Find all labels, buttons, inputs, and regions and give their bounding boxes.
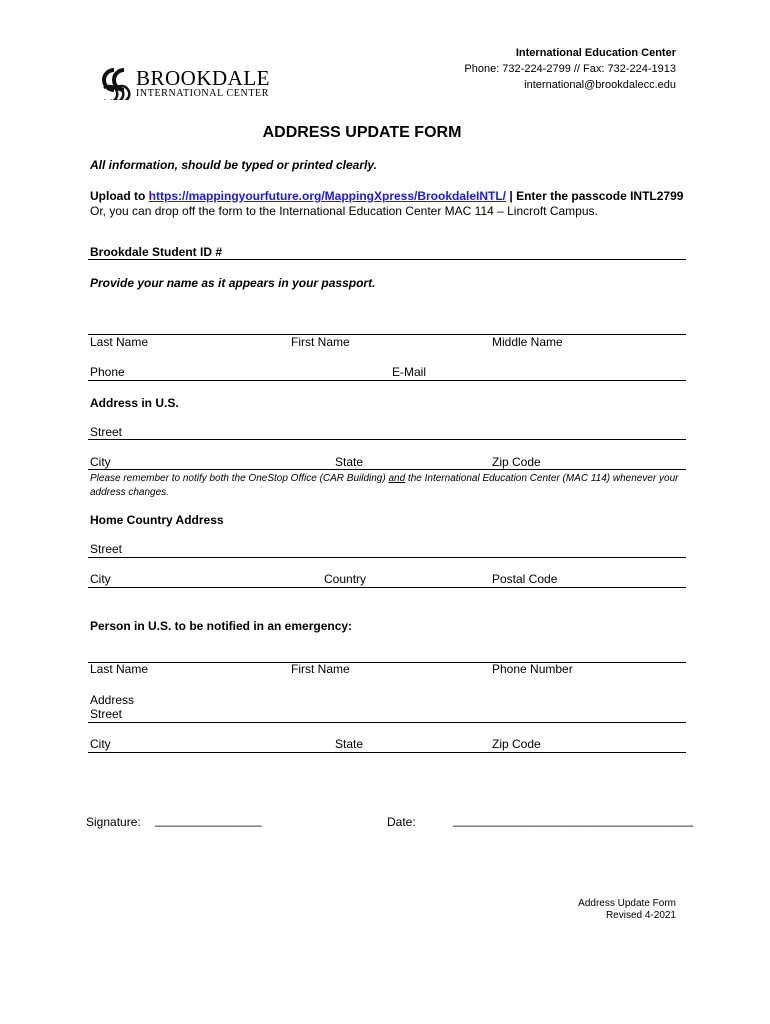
divider <box>88 752 686 753</box>
emergency-zip-label: Zip Code <box>492 737 541 751</box>
first-name-label: First Name <box>291 335 350 349</box>
middle-name-field[interactable] <box>492 314 682 330</box>
emergency-first-name-label: First Name <box>291 662 350 676</box>
emergency-city-field[interactable] <box>120 735 325 751</box>
office-phone-fax: Phone: 732-224-2799 // Fax: 732-224-1913 <box>464 63 676 75</box>
upload-line <box>90 189 683 203</box>
home-city-field[interactable] <box>120 570 315 586</box>
email-field[interactable] <box>435 363 680 379</box>
first-name-field[interactable] <box>291 314 481 330</box>
signature-label: Signature: <box>86 815 141 829</box>
us-city-label: City <box>90 455 111 469</box>
divider <box>88 662 686 663</box>
date-line[interactable]: ____________________________________ <box>453 813 694 827</box>
divider <box>88 722 686 723</box>
page-title: ADDRESS UPDATE FORM <box>262 124 462 141</box>
logo <box>100 66 280 102</box>
divider <box>88 439 686 440</box>
logo-name: BROOKDALE <box>136 66 270 90</box>
phone-field[interactable] <box>135 363 385 379</box>
emergency-street-field[interactable] <box>135 704 680 720</box>
home-postal-label: Postal Code <box>492 572 558 586</box>
dropoff-note: Or, you can drop off the form to the International Education Center MAC 114 – Lincroft Campus. <box>90 204 598 218</box>
us-city-field[interactable] <box>120 453 325 469</box>
reminder-and: and <box>388 473 406 484</box>
email-label: E-Mail <box>392 365 427 379</box>
revision-date: Revised 4-2021 <box>605 910 676 921</box>
us-street-field[interactable] <box>135 423 680 439</box>
student-id-field[interactable] <box>240 243 680 259</box>
signature-line[interactable]: ________________ <box>155 813 262 827</box>
emergency-heading: Person in U.S. to be notified in an emergency: <box>90 619 353 633</box>
home-address-heading: Home Country Address <box>90 513 224 527</box>
office-email: international@brookdalecc.edu <box>524 79 676 91</box>
emergency-state-label: State <box>335 737 364 751</box>
brookdale-logo-icon <box>100 66 134 100</box>
emergency-last-name-field[interactable] <box>90 643 280 659</box>
divider <box>88 259 686 260</box>
last-name-label: Last Name <box>90 335 149 349</box>
student-id-label: Brookdale Student ID # <box>90 245 223 259</box>
divider <box>88 469 686 470</box>
upload-passcode: | Enter the passcode INTL2799 <box>509 189 684 203</box>
divider <box>88 557 686 558</box>
divider <box>88 334 686 335</box>
reminder-text: Please remember to notify both the OneStop Office (CAR Building) <box>90 473 389 484</box>
us-street-label: Street <box>90 425 123 439</box>
emergency-state-field[interactable] <box>372 735 482 751</box>
upload-prefix: Upload to <box>90 189 146 203</box>
reminder-text: the International Education Center (MAC 114) whenever your address changes. <box>90 473 679 498</box>
home-country-label: Country <box>324 572 367 586</box>
form-name: Address Update Form <box>578 898 676 909</box>
home-postal-field[interactable] <box>565 570 680 586</box>
divider <box>88 380 686 381</box>
instructions-note: All information, should be typed or printed clearly. <box>90 158 377 172</box>
us-state-label: State <box>335 455 364 469</box>
logo-subtitle: INTERNATIONAL CENTER <box>136 88 270 99</box>
emergency-phone-label: Phone Number <box>492 662 573 676</box>
emergency-address-label: Address <box>90 693 135 707</box>
emergency-zip-field[interactable] <box>550 735 680 751</box>
us-zip-label: Zip Code <box>492 455 541 469</box>
us-address-heading: Address in U.S. <box>90 396 179 410</box>
home-street-field[interactable] <box>135 540 680 556</box>
divider <box>88 587 686 588</box>
emergency-city-label: City <box>90 737 111 751</box>
emergency-street-label: Street <box>90 707 123 721</box>
middle-name-label: Middle Name <box>492 335 563 349</box>
emergency-first-name-field[interactable] <box>291 643 481 659</box>
phone-label: Phone <box>90 365 125 379</box>
office-name: International Education Center <box>515 47 676 59</box>
passport-note: Provide your name as it appears in your passport. <box>90 276 376 290</box>
last-name-field[interactable] <box>90 314 280 330</box>
home-country-field[interactable] <box>375 570 485 586</box>
address-change-reminder <box>90 472 700 500</box>
date-label: Date: <box>387 815 416 829</box>
emergency-last-name-label: Last Name <box>90 662 149 676</box>
upload-link[interactable]: https://mappingyourfuture.org/MappingXpress/BrookdaleINTL/ <box>148 189 507 203</box>
emergency-phone-field[interactable] <box>492 643 682 659</box>
home-street-label: Street <box>90 542 123 556</box>
us-zip-field[interactable] <box>550 453 680 469</box>
us-state-field[interactable] <box>372 453 482 469</box>
home-city-label: City <box>90 572 111 586</box>
